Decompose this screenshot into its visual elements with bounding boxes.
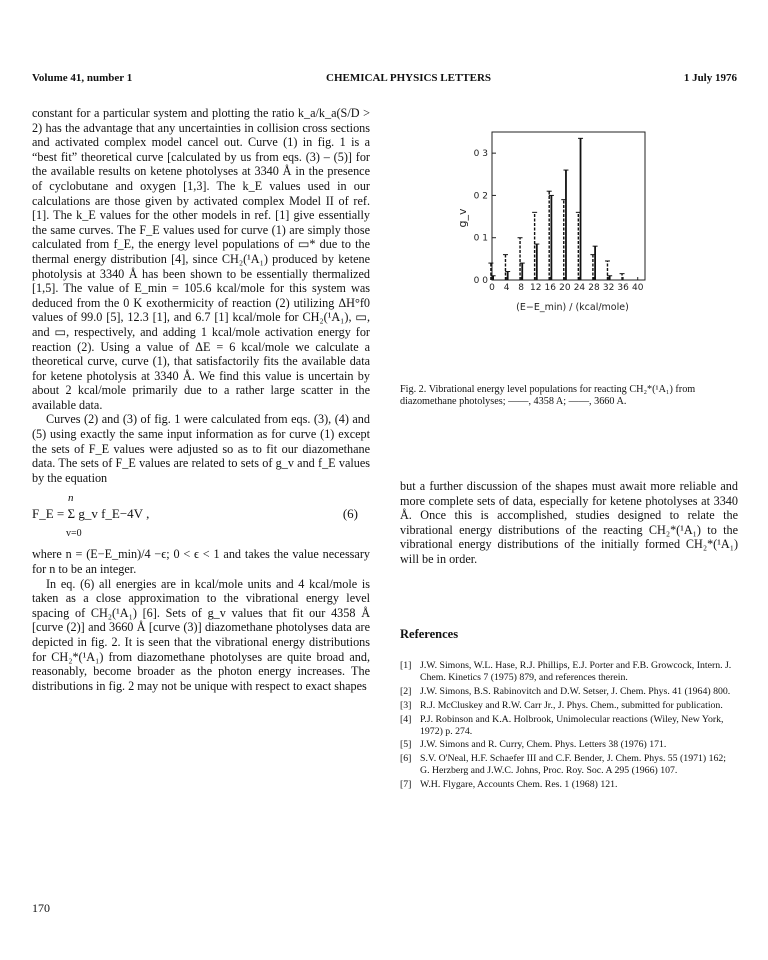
body-paragraph: Curves (2) and (3) of fig. 1 were calculated from eqs. (3), (4) and (5) using exactly the same input information as for curve (1) except the sets of F_E values were adjusted so as to fit our diazomethane data. The sets of F_E values are related to sets of g_v and f_E values by the equation xyxy=(32,412,370,485)
y-tick-label: 0 2 xyxy=(473,191,488,202)
reference-text: W.H. Flygare, Accounts Chem. Res. 1 (1968) 121. xyxy=(420,779,618,791)
issue-date: 1 July 1976 xyxy=(683,72,737,84)
reference-item xyxy=(400,779,738,791)
reference-item xyxy=(400,700,738,712)
x-tick-label: 32 xyxy=(602,283,615,293)
x-axis-label: (E−E_min) / (kcal/mole) xyxy=(516,302,629,313)
y-axis-label: g_v xyxy=(456,208,469,228)
journal-volume: Volume 41, number 1 xyxy=(32,72,133,84)
x-tick-label: 20 xyxy=(559,283,571,293)
reference-number: [5] xyxy=(400,739,412,751)
right-column-text xyxy=(400,479,738,567)
y-tick-label: 0 1 xyxy=(473,233,488,244)
reference-text: J.W. Simons, B.S. Rabinovitch and D.W. Setser, J. Chem. Phys. 41 (1964) 800. xyxy=(420,685,731,697)
plot-frame xyxy=(492,132,645,280)
x-tick-label: 40 xyxy=(631,283,644,293)
x-tick-label: 16 xyxy=(544,283,557,293)
reference-text: J.W. Simons, W.L. Hase, R.J. Phillips, E.J. Porter and F.B. Growcock, Intern. J. Chem. Kinetics 7 (1975) 879, and references therein. xyxy=(420,660,732,683)
y-tick-label: 0 3 xyxy=(473,149,488,160)
reference-number: [1] xyxy=(400,660,412,671)
figure-caption xyxy=(400,384,730,408)
body-paragraph: but a further discussion of the shapes must await more reliable and more complete sets of data, especially for ketene photolyses at 3340 Å. Once this is accomplished, studies designed to relate the vibrational energy distributions of the reacting CH₂*(¹A₁) to the vibrational energy distributions of the initially formed CH₂*(¹A₁) will be in order. xyxy=(400,479,738,566)
equation-body: F_E = Σ g_v f_E−4V , xyxy=(32,506,150,522)
reference-number: [2] xyxy=(400,685,412,697)
reference-item xyxy=(400,714,738,738)
figure-caption-label: Fig. 2. xyxy=(400,384,427,395)
reference-text: S.V. O'Neal, H.F. Schaefer III and C.F. Bender, J. Chem. Phys. 55 (1971) 162; xyxy=(420,753,727,765)
figure-caption-text: Vibrational energy level populations for reacting CH₂*(¹A₁) from diazomethane photolyses; ——, 4358 A; ——, 3660 A. xyxy=(400,384,696,408)
x-tick-label: 8 xyxy=(518,283,525,293)
references-list xyxy=(400,660,738,793)
left-column xyxy=(32,106,370,693)
figure-2 xyxy=(400,100,740,380)
page-number: 170 xyxy=(32,901,50,915)
reference-item xyxy=(400,686,738,698)
body-paragraph: where n = (E−E_min)/4 −ϵ; 0 < ϵ < 1 and takes the value necessary for n to be an integer. xyxy=(32,547,370,577)
x-tick-label: 24 xyxy=(573,283,586,293)
reference-item xyxy=(400,660,738,684)
equation-upper-limit: n xyxy=(68,492,74,505)
reference-item xyxy=(400,753,738,777)
reference-text: R.J. McCluskey and R.W. Carr Jr., J. Phys. Chem., submitted for publication. xyxy=(420,699,723,711)
figure-2-chart xyxy=(400,100,740,380)
reference-number: [6] xyxy=(400,753,412,765)
x-tick-label: 0 xyxy=(489,283,495,293)
equation-number: (6) xyxy=(342,506,358,522)
reference-text-extra: G. Herzberg and J.W.C. Johns, Proc. Roy. Soc. A 295 (1966) 107. xyxy=(420,765,678,777)
equation-lower-limit: v=0 xyxy=(66,528,82,540)
x-tick-label: 36 xyxy=(617,283,629,293)
reference-item xyxy=(400,739,738,751)
body-paragraph: constant for a particular system and plotting the ratio k_a/k_a(S/D > 2) has the advantage that any uncertainties in collision cross sections and activated complex model cancel out. Curve (1) in fig. 1 is a “best fit” theoretical curve [calculated by us from eqs. (3) – (5)] for the available results on ketene photolyses at 3340 Å in the presence of cyclobutane and oxygen [1,3]. The k_E values used in our calculations are those given by activated complex Model II of ref. [1]. The k_E values for the other models in ref. [1] give essentially the same curves. The F_E values used for curve (1) are simply those calculated from f_E, the energy level populations of ▭* due to the thermal energy distribution [4], since CH₂(¹A₁) produced by ketene photolysis at 3340 Å has been shown to be essentially thermalized [1,5]. The value of E_min = 105.6 kcal/mole for this system was deduced from the 0 K exothermicity of reaction (2) utilizing ΔH°f0 values of 99.0 [5], 12.3 [1], and 6.7 [1] kcal/mole for CH₂(¹A₁), ▭, and ▭, respectively, and adding 1 kcal/mole activation energy for reaction (2). Using a value of ΔE = 6 kcal/mole we calculate a theoretical curve, curve (1), that satisfactorily fits the available data for ketene photolysis at 3340 Å. We find this value is uncertain by about 2 kcal/mole primarily due to a rather large scatter in the available data. xyxy=(32,106,370,412)
x-tick-label: 12 xyxy=(529,283,542,293)
reference-text: P.J. Robinson and K.A. Holbrook, Unimolecular reactions (Wiley, New York, 1972) p. 274. xyxy=(420,713,724,737)
references-heading: References xyxy=(400,627,459,641)
x-tick-label: 4 xyxy=(503,283,510,293)
x-tick-label: 28 xyxy=(588,283,600,293)
equation-6 xyxy=(32,491,370,543)
body-paragraph: In eq. (6) all energies are in kcal/mole units and 4 kcal/mole is taken as a close approximation to the vibrational energy level spacing of CH₂(¹A₁) [6]. Sets of g_v values that fit our 4358 Å [curve (2)] and 3660 Å [curve (3)] diazomethane photolyses data are depicted in fig. 2. It is seen that the vibrational energy distributions for CH₂*(¹A₁) from diazomethane photolyses are quite broad and, reasonably, become broader as the photon energy increases. The distributions in fig. 2 may not be unique with respect to exact shapes xyxy=(32,576,370,693)
running-header xyxy=(32,72,737,88)
reference-number: [4] xyxy=(400,713,412,725)
reference-number: [7] xyxy=(400,779,412,791)
y-tick-label: 0 0 xyxy=(473,276,488,286)
reference-number: [3] xyxy=(400,699,412,711)
journal-title: CHEMICAL PHYSICS LETTERS xyxy=(326,72,492,84)
reference-text: J.W. Simons and R. Curry, Chem. Phys. Letters 38 (1976) 171. xyxy=(420,739,667,751)
